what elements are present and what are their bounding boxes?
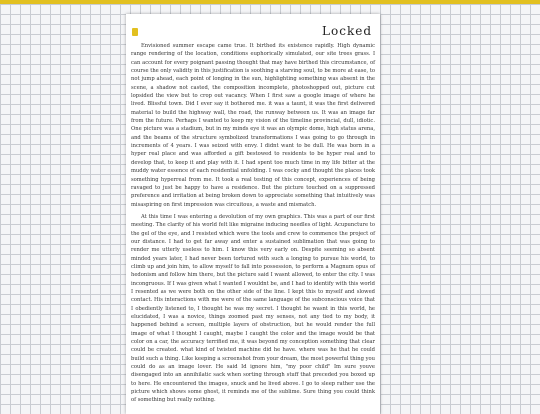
bookmark-icon[interactable]	[132, 28, 138, 36]
document-page	[126, 14, 380, 414]
document-body	[131, 42, 375, 405]
top-accent-bar	[0, 0, 540, 4]
page-title: Locked	[322, 24, 372, 38]
paragraph: Envisioned summer escape came true. It birthed its existence rapidly. High dynamic range rendering of the location, conditions euphorically simulated, our site trees grass. I can account for every poignant passing thought that may have birthed this circumstance, of course the only validity in this justification is soothing a starving soul, to be more at ease, to not jump ahead, each point of longing in the sun, highlighting something was absent in the scene, a shadow not casted, the composition incomplete, photoshopped out, picture cut lopsided the view but to crop out vacancy. When I first saw a google image of where he lived. Blissful town. Did I ever say it bothered me. it was a taunt, it was the first delivered material to build the highway wall, the road, the runway between us. It was an image far from the future. Perhaps I wanted to keep my vision of the timeline provincial, dull, idiotic. One picture was a stadium, but in my minds eye it was an olympic dome, high status arena, and the beams of the structure symbolized transformations I was going to go through in increments of 4 years. I was seized with envy. I didnt want to be dull. He was born in a hyper real place and was afforded a gift bestowed to residents to be hyper real and to develop that, to keep it and play with it. I had spent too much time in my life bitter at the muddy water essence of each residential unfolding. I was cocky and thought the places took something hyperreal from me. It took a real testing of this concept, experiences of being ravaged to just be happy to have a residence. But the picture touched on a suppressed preference and irritation at being broken down to appreciate something that intuitively was misaspiring on first impression was circuitous, a waste and mismatch.	[131, 43, 375, 208]
paragraph: At this time I was entering a devolution of my own graphics. This was a part of our first meeting. The clarity of his world felt like migraine inducing needles of light. Acupuncture to the gel of the eye, and I resisted which were the tools and crew to commence the project of our distance. I had to get far away and enter a sustained sublimation that was going to render me utterly useless to him. I know this very early on. Despite seeming so absent minded years later, I had never been tortured with such a longing to pursue his world, to climb up and join him, to allow myself to fall into possession, to perform a Magnum opus of hedonism and follow him there, but the picture said I wasnt allowed, to enter the city. I was incongruous. If I was given what I wanted I wouldnt be, and I had to identify with this world I resented as we were both on the other side of the line. I kept this to myself and slowed contact. His interactions with me were of the same language of the subconscious voice that I obediently listened to, I thought he was my secret. I thought he wasnt in this world, he elucidated, I was a novice, things zoomed past my senses, not any tied to my body, it happened behind a screen, multiple layers of obstruction, but he would render the full image of what I thought I caught, maybe I caught the color and the image would be that color on a car, the accuracy terrified me, it was beyond my conception something that clear could be created. what kind of twisted machine did he have. where was he that he could build such a thing. Like keeping a screenshot from your dream, the most powerful thing you could do as an image lover. He said Id ignore him, "my poor child" Im sure youve disengaged into an annihilatic sack when sorting through stuff that preceded you boxed up to here. He encountered the images, snuck and he lived above. I go to sleep rather use the picture which shows some ghost, it reminds me of the sublime. Sure thing you could think of something but really nothing.	[131, 213, 375, 404]
